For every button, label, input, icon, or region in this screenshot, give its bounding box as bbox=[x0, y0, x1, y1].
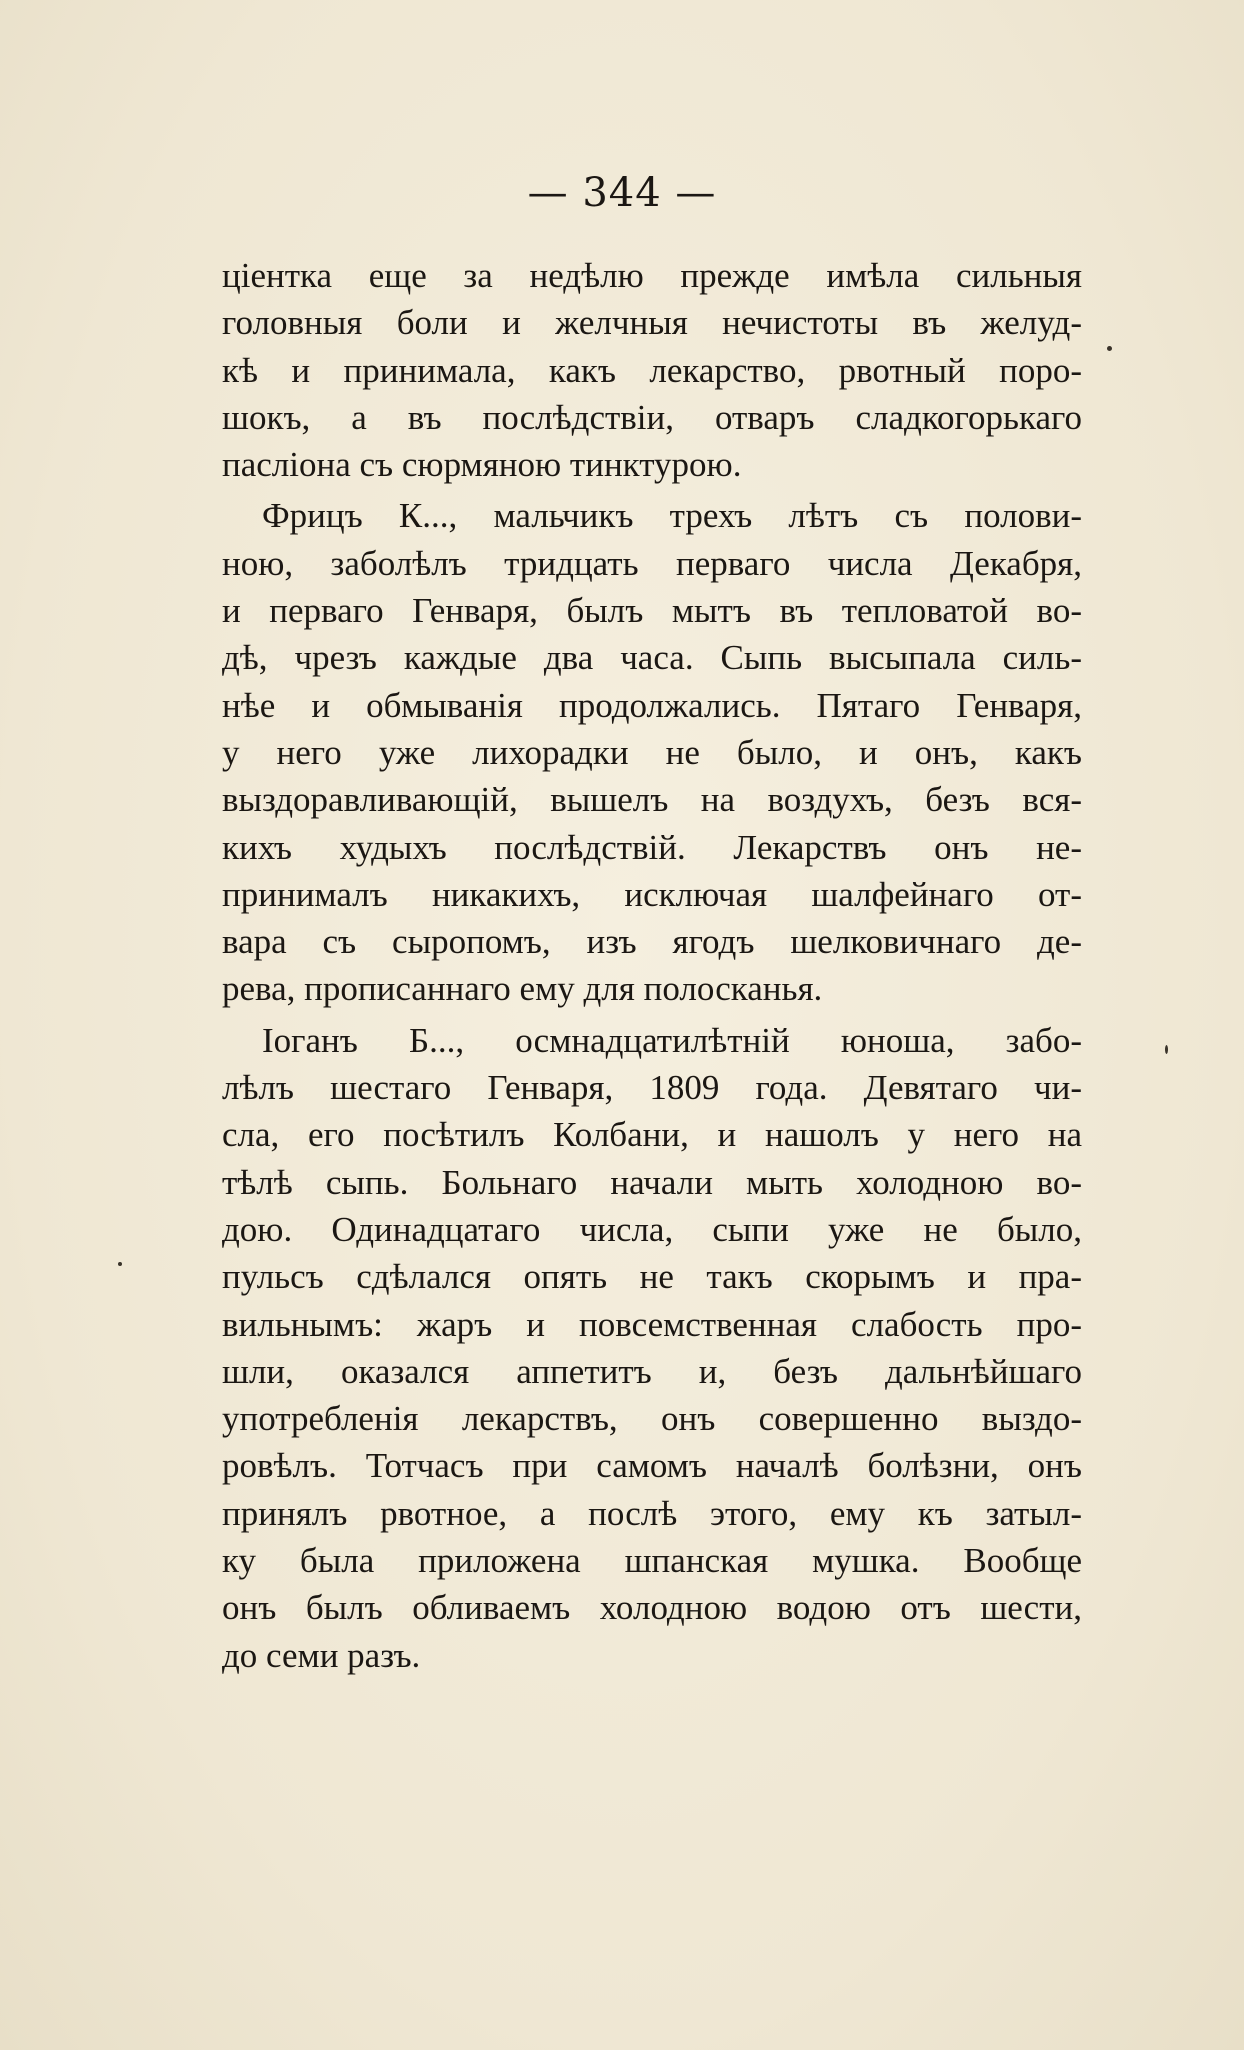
text-line: дою. Одинадцатаго числа, сыпи уже не было, bbox=[222, 1209, 1082, 1249]
page-body-text bbox=[222, 252, 1082, 1679]
text-line: вара съ сыропомъ, изъ ягодъ шелковичнаго де- bbox=[222, 922, 1082, 962]
paragraph-3 bbox=[222, 1017, 1082, 1679]
text-line: шокъ, а въ послѣдствіи, отваръ сладкогорькаго bbox=[222, 397, 1082, 437]
text-line: до семи разъ. bbox=[222, 1635, 421, 1675]
text-line: кѣ и принимала, какъ лекарство, рвотный поро- bbox=[222, 350, 1082, 390]
text-line: дѣ, чрезъ каждые два часа. Сыпь высыпала силь- bbox=[222, 638, 1082, 678]
paper-speck bbox=[1107, 346, 1112, 351]
text-line: вильнымъ: жаръ и повсемственная слабость про- bbox=[222, 1304, 1082, 1344]
text-line: рева, прописаннаго ему для полосканья. bbox=[222, 969, 823, 1009]
text-line: шли, оказался аппетитъ и, безъ дальнѣйшаго bbox=[222, 1351, 1082, 1391]
text-line: онъ былъ обливаемъ холодною водою отъ шести, bbox=[222, 1588, 1082, 1628]
text-line: лѣлъ шестаго Генваря, 1809 года. Девятаго чи- bbox=[222, 1068, 1082, 1108]
text-line: и перваго Генваря, былъ мытъ въ тепловатой во- bbox=[222, 591, 1082, 631]
text-line: ровѣлъ. Тотчасъ при самомъ началѣ болѣзни, онъ bbox=[222, 1446, 1082, 1486]
text-line: пасліона съ сюрмяною тинктурою. bbox=[222, 445, 742, 485]
text-line: выздоравливающій, вышелъ на воздухъ, безъ вся- bbox=[222, 780, 1082, 820]
text-line: Фрицъ К..., мальчикъ трехъ лѣтъ съ полови- bbox=[262, 496, 1082, 536]
paragraph-1 bbox=[222, 252, 1082, 488]
text-line: пульсъ сдѣлался опять не такъ скорымъ и пра- bbox=[222, 1257, 1082, 1297]
text-line: ціентка еще за недѣлю прежде имѣла сильныя bbox=[222, 256, 1082, 295]
paper-speck bbox=[1165, 1045, 1168, 1054]
text-line: кихъ худыхъ послѣдствій. Лекарствъ онъ не- bbox=[222, 827, 1082, 867]
page-number: — 344 — bbox=[527, 170, 717, 216]
paper-speck bbox=[118, 1262, 122, 1266]
text-line: тѣлѣ сыпь. Больнаго начали мыть холодною во- bbox=[222, 1162, 1082, 1202]
text-line: Іоганъ Б..., осмнадцатилѣтній юноша, забо- bbox=[262, 1020, 1082, 1060]
text-line: принялъ рвотное, а послѣ этого, ему къ затыл- bbox=[222, 1493, 1082, 1533]
text-line: нѣе и обмыванія продолжались. Пятаго Генваря, bbox=[222, 685, 1082, 725]
text-line: сла, его посѣтилъ Колбани, и нашолъ у него на bbox=[222, 1115, 1082, 1155]
text-line: употребленія лекарствъ, онъ совершенно выздо- bbox=[222, 1399, 1082, 1439]
text-line: ною, заболѣлъ тридцать перваго числа Декабря, bbox=[222, 543, 1082, 583]
text-line: головныя боли и желчныя нечистоты въ желуд- bbox=[222, 303, 1082, 343]
text-line: ку была приложена шпанская мушка. Вообще bbox=[222, 1541, 1082, 1581]
text-line: принималъ никакихъ, исключая шалфейнаго от- bbox=[222, 874, 1082, 914]
text-line: у него уже лихорадки не было, и онъ, какъ bbox=[222, 732, 1082, 772]
paragraph-2 bbox=[222, 492, 1082, 1012]
